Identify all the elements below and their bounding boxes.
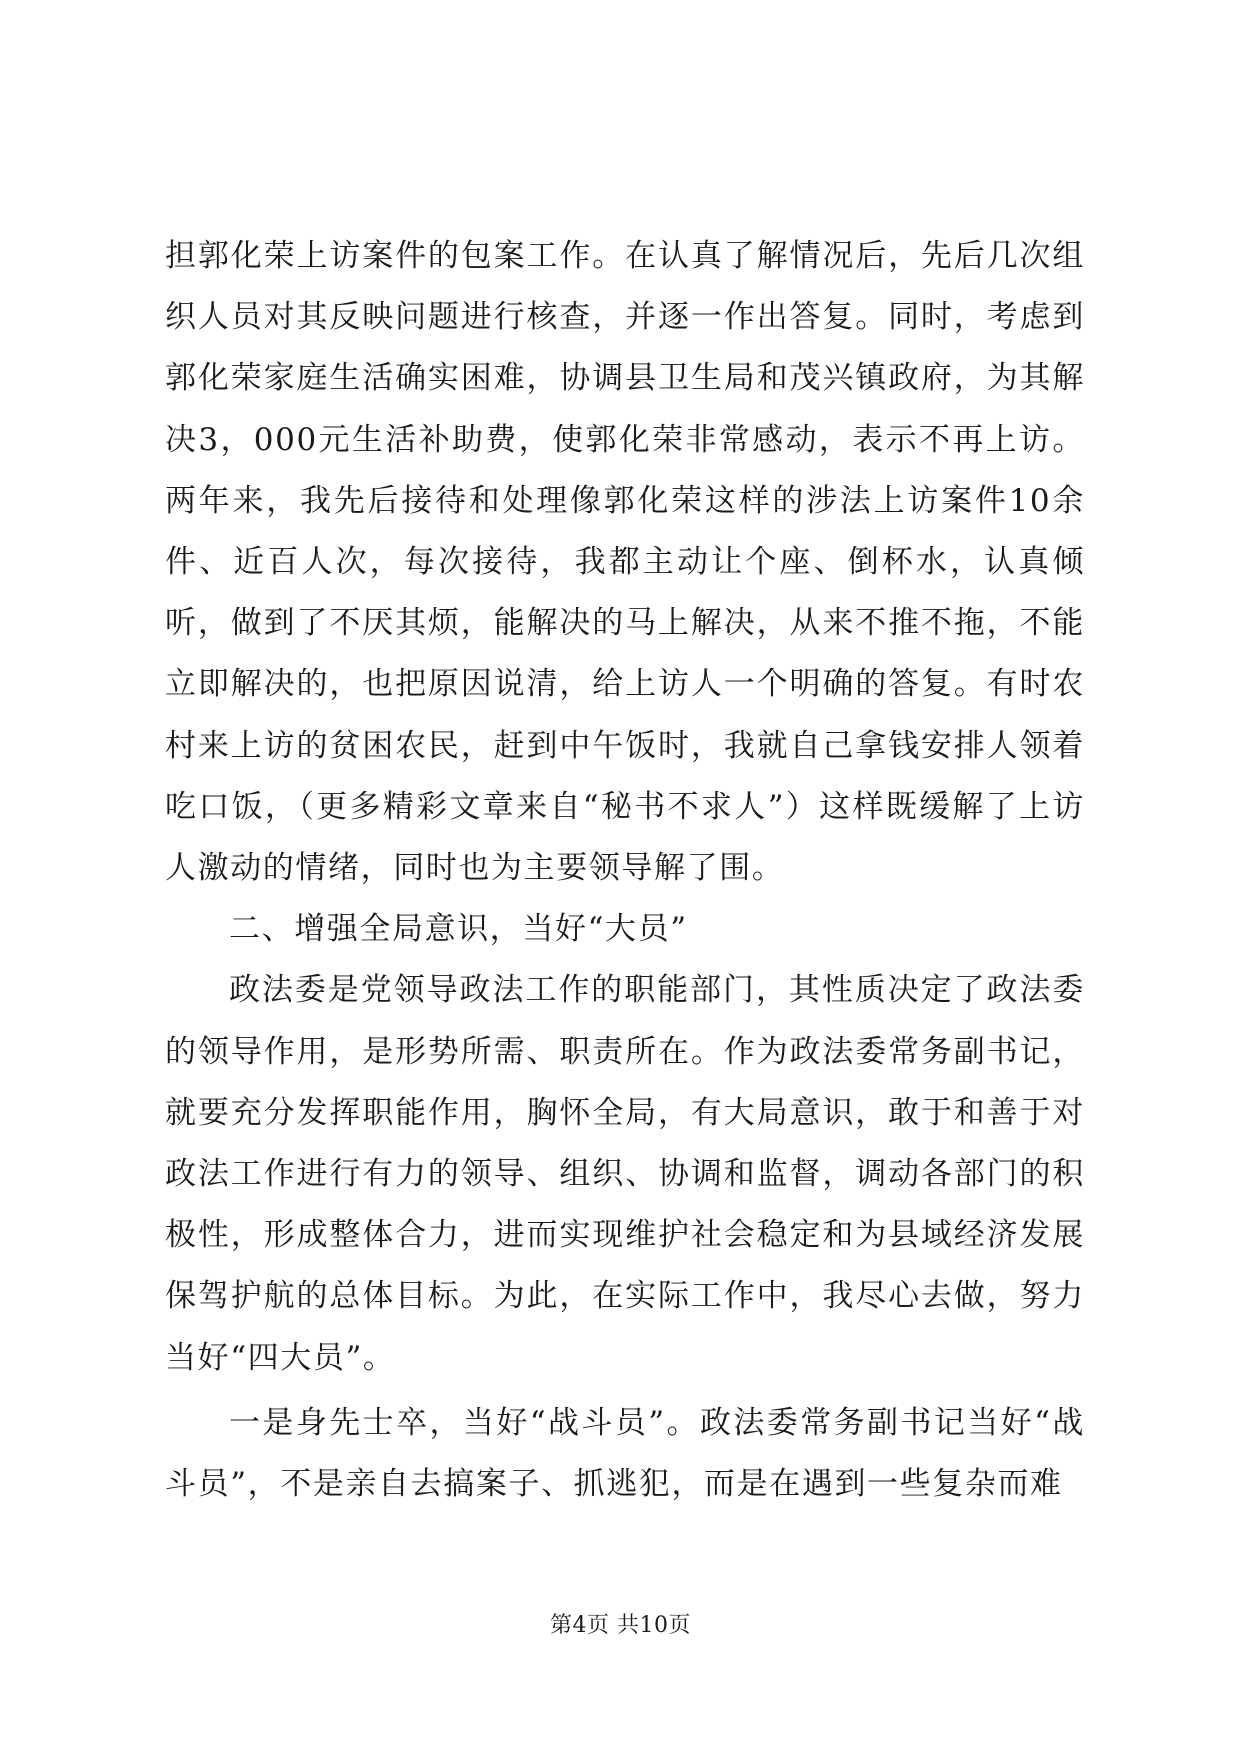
section-heading: 二、增强全局意识，当好“大员” — [229, 911, 688, 948]
paragraph-3: 一是身先士卒，当好“战斗员”。政法委常务副书记当好“战斗员”，不是亲自去搞案子、抓逃犯，而是在遇到一些复杂而难 — [165, 1404, 1085, 1503]
document-body — [165, 226, 1085, 1515]
paragraph-2: 政法委是党领导政法工作的职能部门，其性质决定了政法委的领导作用，是形势所需、职责所在。作为政法委常务副书记，就要充分发挥职能作用，胸怀全局，有大局意识，敢于和善于对政法工作进行有力的领导、组织、协调和监督，调动各部门的积极性，形成整体合力，进而实现维护社会稳定和为县域经济发展保驾护航的总体目标。为此，在实际工作中，我尽心去做，努力当好“四大员”。 — [165, 972, 1085, 1376]
page-number-footer: 第4页 共10页 — [550, 1613, 691, 1638]
paragraph-1: 担郭化荣上访案件的包案工作。在认真了解情况后，先后几次组织人员对其反映问题进行核查，并逐一作出答复。同时，考虑到郭化荣家庭生活确实困难，协调县卫生局和茂兴镇政府，为其解决3，000元生活补助费，使郭化荣非常感动，表示不再上访。两年来，我先后接待和处理像郭化荣这样的涉法上访案件10余件、近百人次，每次接待，我都主动让个座、倒杯水，认真倾听，做到了不厌其烦，能解决的马上解决，从来不推不拖，不能立即解决的，也把原因说清，给上访人一个明确的答复。有时农村来上访的贫困农民，赶到中午饭时，我就自己拿钱安排人领着吃口饭，（更多精彩文章来自“秘书不求人”）这样既缓解了上访人激动的情绪，同时也为主要领导解了围。 — [165, 238, 1085, 887]
